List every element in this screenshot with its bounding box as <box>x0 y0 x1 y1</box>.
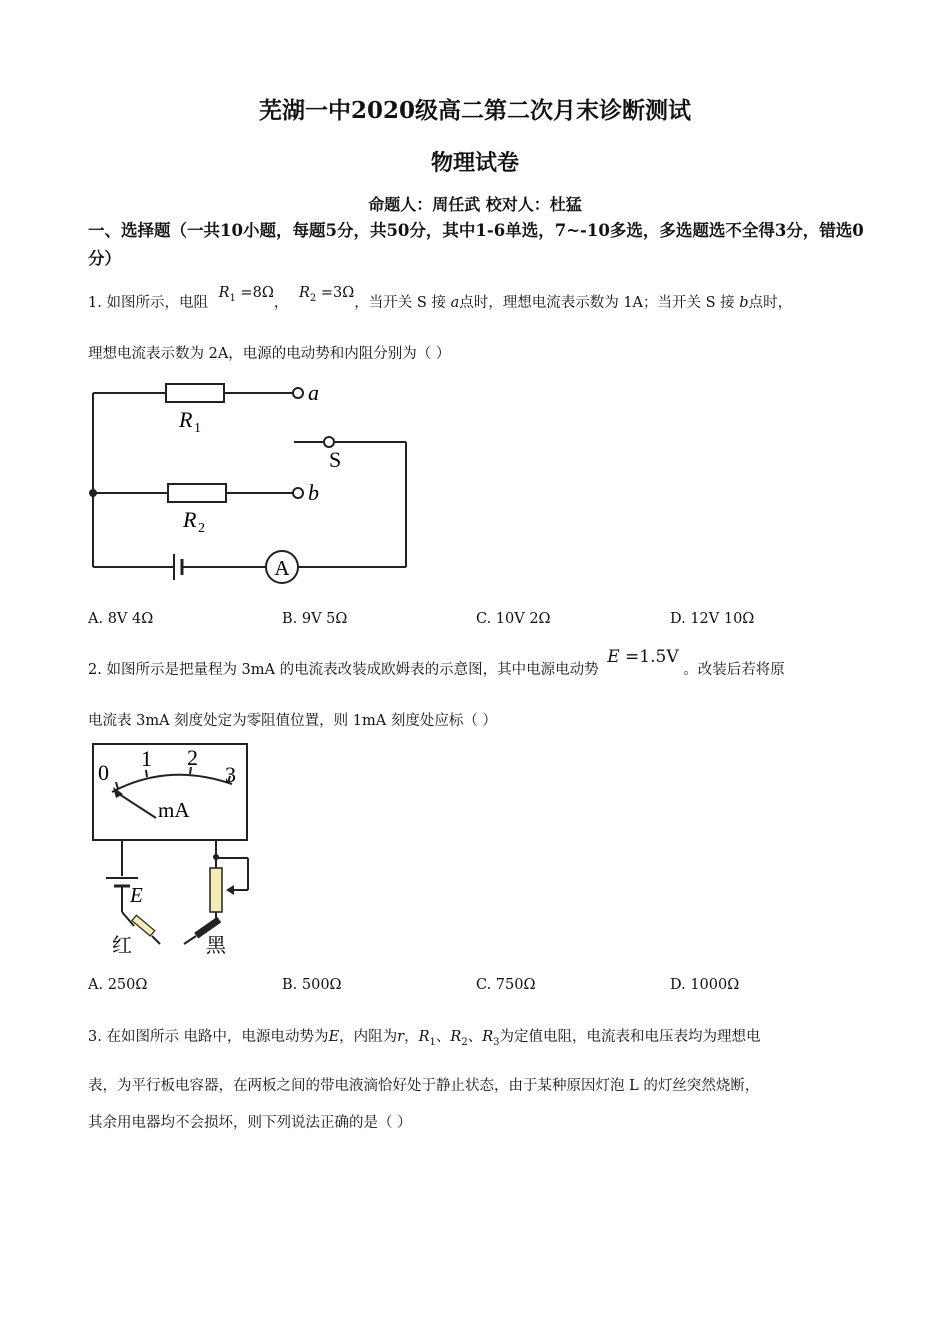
q1-label-ammeter: A <box>274 556 290 580</box>
q1-label-b: b <box>308 480 319 505</box>
authors-line: 命题人：周任武 校对人：杜猛 <box>368 195 582 214</box>
q2-junction-node <box>213 854 219 860</box>
q1-label-r2: R <box>183 507 197 532</box>
question-1-line1 <box>88 285 793 314</box>
q1-mid: ，当开关 S 接 <box>354 295 446 311</box>
q1-terminal-b <box>293 488 303 498</box>
q1-r1-expr <box>218 285 274 304</box>
q1-option-b[interactable]: B. 9V 5Ω <box>282 611 348 627</box>
q3-r2-symbol: R <box>450 1029 462 1045</box>
q1-prefix: 1. 如图所示，电阻 <box>88 295 208 311</box>
q3-r1-symbol: R <box>418 1029 430 1045</box>
q1-r2-value: =3Ω <box>320 285 355 301</box>
q1-label-r2-sub: 2 <box>198 521 205 536</box>
q3-dun-1: 、 <box>435 1029 451 1045</box>
q2-label-red: 红 <box>112 935 132 957</box>
q2-meter-needle <box>116 792 156 818</box>
q1-circuit-diagram <box>86 376 416 584</box>
q2-option-a[interactable]: A. 250Ω <box>88 977 148 993</box>
q1-mid3: 点时， <box>748 295 793 311</box>
q2-emf-expr <box>607 647 678 667</box>
q1-label-r1: R <box>179 407 193 432</box>
q2-label-e: E <box>130 883 143 907</box>
q1-label-s: S <box>329 447 342 472</box>
q1-r2-symbol: R <box>298 285 310 301</box>
q3-r-symbol: r <box>397 1029 405 1045</box>
q2-tick-0: 0 <box>98 760 109 785</box>
q1-resistor-r2 <box>168 484 226 502</box>
page-title: 芜湖一中2020级高二第二次月末诊断测试 <box>258 97 691 124</box>
q1-r1-symbol: R <box>218 285 230 301</box>
q1-r1-sub: 1 <box>229 292 236 304</box>
q2-meter-scale-arc <box>112 775 232 792</box>
question-1-line2: 理想电流表示数为 2A，电源的电动势和内阻分别为（ ） <box>88 346 451 362</box>
q3-part2: ，内阻为 <box>339 1029 398 1045</box>
q1-label-r1-sub: 1 <box>194 421 201 436</box>
q1-r1-value: =8Ω <box>240 285 274 301</box>
q2-label-black: 黑 <box>206 935 226 957</box>
q2-slider-arrow <box>226 885 234 895</box>
q3-dun-2: 、 <box>467 1029 483 1045</box>
question-3-line3: 其余用电器均不会损坏，则下列说法正确的是（ ） <box>88 1115 412 1131</box>
q3-r2-sub: 2 <box>461 1036 468 1048</box>
q1-option-d[interactable]: D. 12V 10Ω <box>670 611 755 627</box>
q2-tick-2: 2 <box>187 745 198 770</box>
section-heading: 一、选择题（一共10小题，每题5分，共50分，其中1-6单选，7~-10多选，多选题选不全得3分，错选0分） <box>88 221 864 268</box>
q3-r3-symbol: R <box>482 1029 494 1045</box>
q2-prefix: 2. 如图所示是把量程为 3mA 的电流表改装成欧姆表的示意图，其中电源电动势 <box>88 662 599 678</box>
q2-tick-1: 1 <box>141 746 152 771</box>
q3-r1-sub: 1 <box>429 1036 436 1048</box>
q3-part1: 3. 在如图所示 电路中，电源电动势为 <box>88 1029 329 1045</box>
q1-mid2: 点时，理想电流表示数为 1A；当开关 S 接 <box>459 295 735 311</box>
q2-unit-label: mA <box>158 798 190 822</box>
q2-probe-red <box>132 915 155 936</box>
q2-option-d[interactable]: D. 1000Ω <box>670 977 740 993</box>
q3-part3: ， <box>404 1029 419 1045</box>
question-2-line1 <box>88 647 785 679</box>
q2-option-b[interactable]: B. 500Ω <box>282 977 342 993</box>
q1-sep: ， <box>273 295 289 311</box>
q3-r3-sub: 3 <box>493 1036 500 1048</box>
q1-label-a: a <box>308 380 319 405</box>
q3-emf-symbol: E <box>328 1029 340 1045</box>
q3-part4: 为定值电阻，电流表和电压表均为理想电 <box>499 1029 761 1045</box>
q1-point-a: a <box>450 295 460 311</box>
q2-suffix: 。改装后若将原 <box>683 662 785 678</box>
q2-ohmmeter-diagram <box>86 740 286 958</box>
q1-option-c[interactable]: C. 10V 2Ω <box>476 611 551 627</box>
q2-rheostat <box>210 868 222 912</box>
q2-tick-3: 3 <box>225 762 236 787</box>
q1-r2-expr <box>298 285 355 304</box>
question-3-line2: 表，为平行板电容器，在两板之间的带电液滴恰好处于静止状态，由于某种原因灯泡 L 的灯丝突然烧断， <box>88 1078 760 1094</box>
q2-option-c[interactable]: C. 750Ω <box>476 977 536 993</box>
question-3-line1 <box>88 1025 760 1048</box>
q1-option-a[interactable]: A. 8V 4Ω <box>88 611 154 627</box>
q1-junction-node <box>89 489 97 497</box>
q1-resistor-r1 <box>166 384 224 402</box>
page-subtitle: 物理试卷 <box>430 150 519 176</box>
q1-r2-sub: 2 <box>309 292 317 304</box>
q2-emf-symbol: E <box>607 647 620 667</box>
question-2-line2: 电流表 3mA 刻度处定为零阻值位置，则 1mA 刻度处应标（ ） <box>88 713 497 729</box>
q2-emf-value: =1.5V <box>625 647 679 667</box>
q1-terminal-a <box>293 388 303 398</box>
q1-point-b: b <box>739 295 749 311</box>
q1-switch-pivot <box>324 437 334 447</box>
